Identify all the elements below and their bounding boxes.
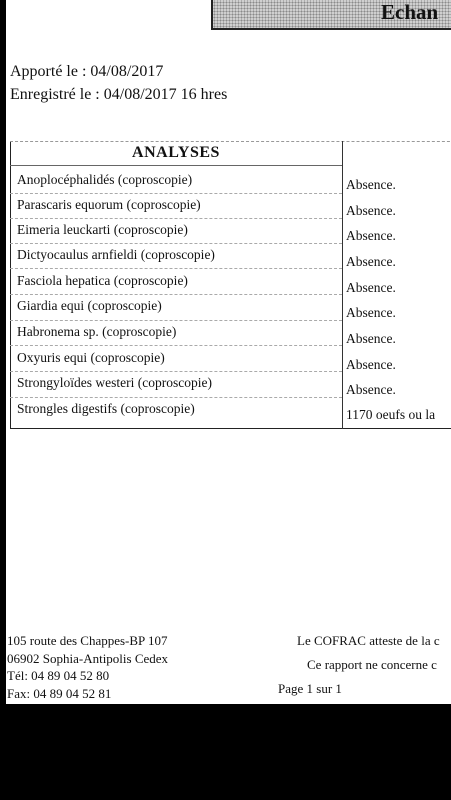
row-divider [10, 371, 342, 372]
analysis-result: Absence. [346, 280, 396, 295]
phone-number: Tél: 04 89 04 52 80 [7, 668, 110, 683]
address-line-2: 06902 Sophia-Antipolis Cedex [7, 651, 169, 666]
address-line-1: 105 route des Chappes-BP 107 [7, 633, 168, 648]
scan-edge [0, 0, 6, 704]
row-divider [10, 218, 342, 219]
analysis-name: Habronema sp. (coproscopie) [17, 324, 177, 339]
analysis-result: Absence. [346, 203, 396, 218]
analysis-result: Absence. [346, 305, 396, 320]
analysis-result: Absence. [346, 357, 396, 372]
row-divider [10, 320, 342, 321]
row-divider [10, 243, 342, 244]
column-separator [342, 141, 343, 429]
analysis-name: Strongyloïdes westeri (coproscopie) [17, 375, 212, 390]
row-divider [10, 294, 342, 295]
analysis-name: Oxyuris equi (coproscopie) [17, 350, 165, 365]
date-apporte: Apporté le : 04/08/2017 [10, 63, 164, 80]
row-divider [10, 268, 342, 269]
analysis-name: Strongles digestifs (coproscopie) [17, 401, 195, 416]
analysis-name: Fasciola hepatica (coproscopie) [17, 273, 188, 288]
table-top-border [10, 141, 451, 142]
fax-number: Fax: 04 89 04 52 81 [7, 686, 112, 701]
analysis-name: Anoplocéphalidés (coproscopie) [17, 172, 193, 187]
column-title: ANALYSES [132, 144, 220, 161]
analysis-result: Absence. [346, 331, 396, 346]
analysis-result: Absence. [346, 254, 396, 269]
analysis-name: Parascaris equorum (coproscopie) [17, 197, 201, 212]
cofrac-statement: Le COFRAC atteste de la c [297, 633, 440, 648]
analysis-result: 1170 oeufs ou la [346, 407, 436, 422]
row-divider [10, 193, 342, 194]
page-number: Page 1 sur 1 [278, 681, 342, 696]
header-title: Echan [381, 0, 439, 24]
analysis-result: Absence. [346, 382, 396, 397]
row-divider [10, 345, 342, 346]
header-underline [10, 165, 342, 166]
report-scope-statement: Ce rapport ne concerne c [307, 657, 437, 672]
analysis-result: Absence. [346, 228, 396, 243]
analysis-result: Absence. [346, 177, 396, 192]
analysis-name: Eimeria leuckarti (coproscopie) [17, 222, 188, 237]
row-divider [10, 397, 342, 398]
analysis-name: Giardia equi (coproscopie) [17, 298, 162, 313]
date-enregistre: Enregistré le : 04/08/2017 16 hres [10, 86, 228, 103]
analysis-name: Dictyocaulus arnfieldi (coproscopie) [17, 247, 215, 262]
